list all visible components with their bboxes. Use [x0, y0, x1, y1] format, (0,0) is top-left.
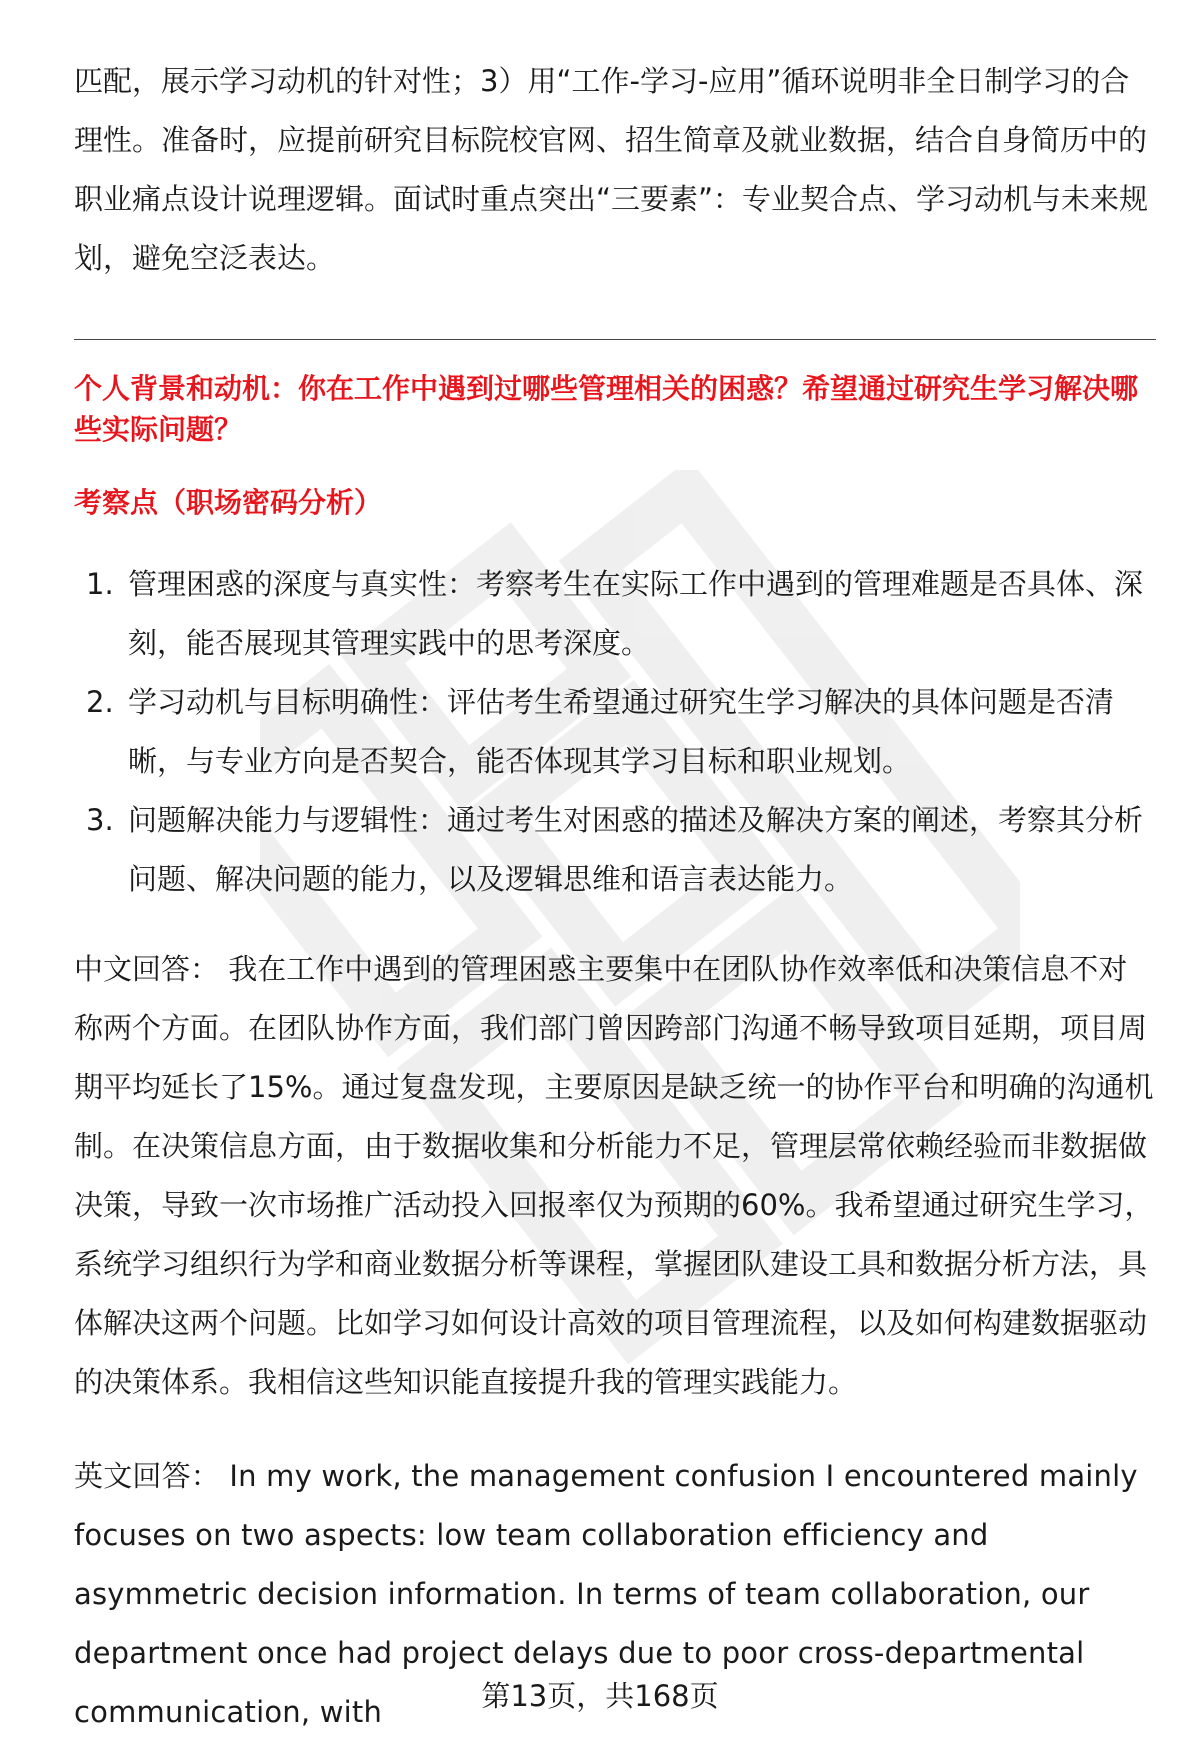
- list-item-number: 2.: [86, 685, 114, 719]
- list-item-number: 1.: [86, 567, 114, 601]
- list-item: [74, 791, 1156, 909]
- english-answer: 英文回答： In my work, the management confusion I encountered mainly focuses on two aspects: low team collaboration efficiency and asymmetric decision information. In terms of team collaboration, our department once had project delays due to poor cross-departmental communication, with: [74, 1459, 1138, 1729]
- focus-points-list: [74, 555, 1156, 909]
- list-item-text: 学习动机与目标明确性：评估考生希望通过研究生学习解决的具体问题是否清晰，与专业方向是否契合，能否体现其学习目标和职业规划。: [128, 685, 1115, 778]
- list-item-number: 3.: [86, 803, 114, 837]
- page-footer: 第13页，共168页: [481, 1679, 719, 1713]
- list-item-text: 问题解决能力与逻辑性：通过考生对困惑的描述及解决方案的阐述，考察其分析问题、解决问题的能力，以及逻辑思维和语言表达能力。: [128, 803, 1144, 896]
- focus-heading: 考察点（职场密码分析）: [74, 486, 383, 519]
- list-item: [74, 673, 1156, 791]
- intro-paragraph: 匹配，展示学习动机的针对性；3）用“工作-学习-应用”循环说明非全日制学习的合理性。准备时，应提前研究目标院校官网、招生简章及就业数据，结合自身简历中的职业痛点设计说理逻辑。面试时重点突出“三要素”：专业契合点、学习动机与未来规划，避免空泛表达。: [74, 64, 1149, 275]
- question-heading: 个人背景和动机：你在工作中遇到过哪些管理相关的困惑？希望通过研究生学习解决哪些实际问题？: [74, 372, 1139, 446]
- list-item: [74, 555, 1156, 673]
- list-item-text: 管理困惑的深度与真实性：考察考生在实际工作中遇到的管理难题是否具体、深刻，能否展现其管理实践中的思考深度。: [128, 567, 1144, 660]
- chinese-answer: 中文回答： 我在工作中遇到的管理困惑主要集中在团队协作效率低和决策信息不对称两个方面。在团队协作方面，我们部门曾因跨部门沟通不畅导致项目延期，项目周期平均延长了15%。通过复盘发现，主要原因是缺乏统一的协作平台和明确的沟通机制。在决策信息方面，由于数据收集和分析能力不足，管理层常依赖经验而非数据做决策，导致一次市场推广活动投入回报率仅为预期的60%。我希望通过研究生学习，系统学习组织行为学和商业数据分析等课程，掌握团队建设工具和数据分析方法，具体解决这两个问题。比如学习如何设计高效的项目管理流程，以及如何构建数据驱动的决策体系。我相信这些知识能直接提升我的管理实践能力。: [74, 952, 1154, 1399]
- section-divider: [74, 339, 1156, 340]
